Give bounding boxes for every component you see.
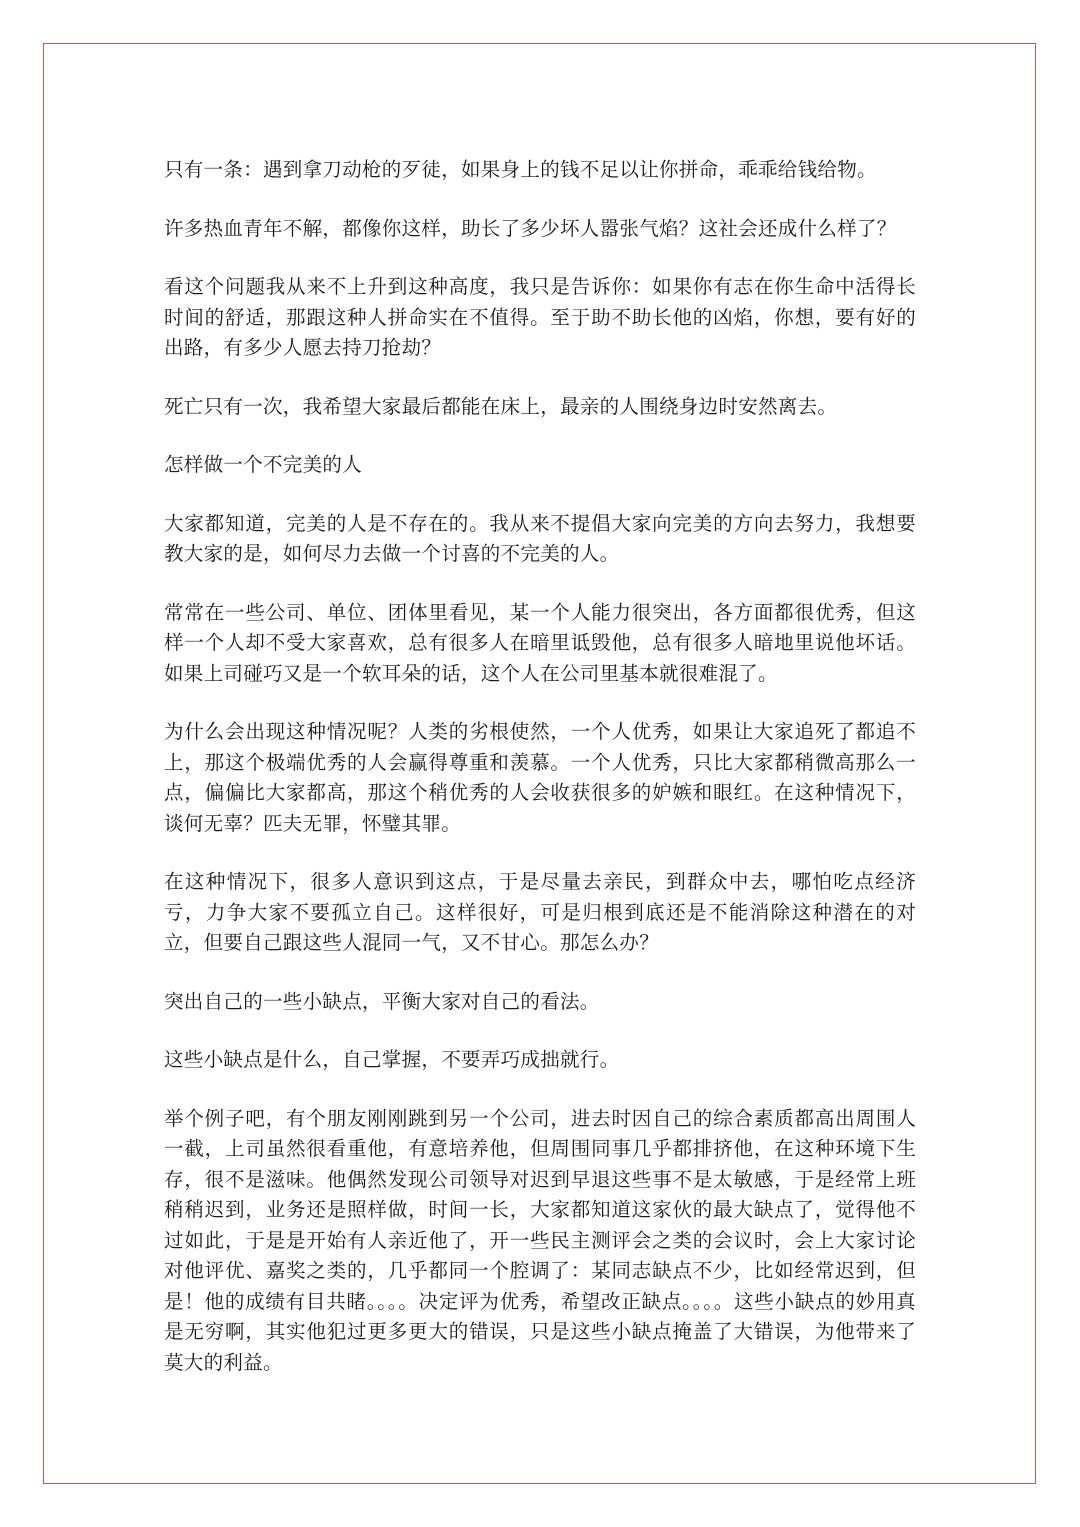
paragraph: 为什么会出现这种情况呢？人类的劣根使然，一个人优秀，如果让大家追死了都追不上，那这个极端优秀的人会赢得尊重和羡慕。一个人优秀，只比大家都稍微高那么一点，偏偏比大家都高，那这个稍优秀的人会收获很多的妒嫉和眼红。在这种情况下，谈何无辜？匹夫无罪，怀璧其罪。 — [164, 720, 916, 835]
paragraph: 在这种情况下，很多人意识到这点，于是尽量去亲民，到群众中去，哪怕吃点经济亏，力争大家不要孤立自己。这样很好，可是归根到底还是不能消除这种潜在的对立，但要自己跟这些人混同一气，又不甘心。那怎么办？ — [164, 870, 916, 954]
paragraph: 许多热血青年不解，都像你这样，助长了多少坏人嚣张气焰？这社会还成什么样了？ — [164, 216, 897, 240]
paragraph: 这些小缺点是什么，自己掌握，不要弄巧成拙就行。 — [164, 1048, 620, 1071]
paragraph: 看这个问题我从来不上升到这种高度，我只是告诉你：如果你有志在你生命中活得长时间的舒适，那跟这种人拼命实在不值得。至于助不助长他的凶焰，你想，要有好的出路，有多少人愿去持刀抢劫？ — [164, 275, 916, 359]
paragraph: 突出自己的一些小缺点，平衡大家对自己的看法。 — [164, 989, 600, 1013]
section-heading: 怎样做一个不完美的人 — [164, 453, 363, 476]
paragraph: 常常在一些公司、单位、团体里看见，某一个人能力很突出，各方面都很优秀，但这样一个人却不受大家喜欢，总有很多人在暗里诋毁他，总有很多人暗地里说他坏话。如果上司碰巧又是一个软耳朵的话，这个人在公司里基本就很难混了。 — [164, 600, 916, 685]
paragraph: 举个例子吧，有个朋友刚刚跳到另一个公司，进去时因自己的综合素质都高出周围人一截，上司虽然很看重他，有意培养他，但周围同事几乎都排挤他，在这种环境下生存，很不是滋味。他偶然发现公司领导对迟到早退这些事不是太敏感，于是经常上班稍稍迟到，业务还是照样做，时间一长，大家都知道这家伙的最大缺点了，觉得他不过如此，于是是开始有人亲近他了，开一些民主测评会之类的会议时，会上大家讨论对他评优、嘉奖之类的，几乎都同一个腔调了：某同志缺点不少，比如经常迟到，但是！他的成绩有目共睹。。。。决定评为优秀，希望改正缺点。。。。这些小缺点的妙用真是无穷啊，其实他犯过更多更大的错误，只是这些小缺点掩盖了大错误，为他带来了莫大的利益。 — [164, 1106, 916, 1374]
paragraph: 大家都知道，完美的人是不存在的。我从来不提倡大家向完美的方向去努力，我想要教大家的是，如何尽力去做一个讨喜的不完美的人。 — [164, 511, 916, 565]
document-body — [164, 155, 916, 1406]
paragraph: 死亡只有一次，我希望大家最后都能在床上，最亲的人围绕身边时安然离去。 — [164, 394, 838, 418]
paragraph: 只有一条：遇到拿刀动枪的歹徒，如果身上的钱不足以让你拼命，乖乖给钱给物。 — [164, 158, 877, 181]
